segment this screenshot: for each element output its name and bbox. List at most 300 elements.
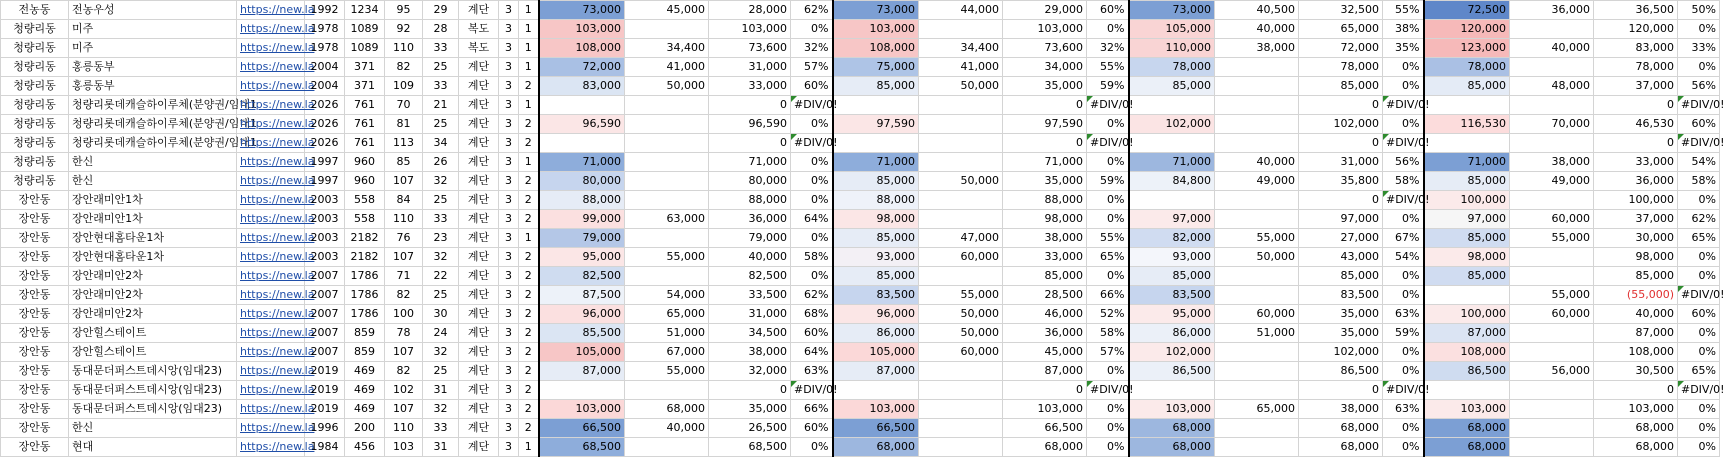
period4-gap-cell[interactable]: 83,000 <box>1594 39 1678 58</box>
period4-deposit-cell[interactable] <box>1510 381 1594 400</box>
period3-price-cell[interactable]: 85,000 <box>1129 267 1215 286</box>
year-cell[interactable]: 2019 <box>305 381 345 400</box>
hall-type-cell[interactable]: 계단 <box>459 400 499 419</box>
period3-gap-cell[interactable]: 35,000 <box>1299 305 1383 324</box>
households-cell[interactable]: 1234 <box>345 1 385 20</box>
period4-gap-cell[interactable]: 100,000 <box>1594 191 1678 210</box>
period3-deposit-cell[interactable]: 49,000 <box>1215 172 1299 191</box>
link-cell[interactable]: https://new.la <box>237 134 305 153</box>
period2-deposit-cell[interactable] <box>919 191 1003 210</box>
period4-price-cell[interactable] <box>1424 286 1510 305</box>
dong-cell[interactable]: 장안동 <box>1 305 69 324</box>
period3-price-cell[interactable]: 68,000 <box>1129 438 1215 457</box>
period3-ratio-cell[interactable]: #DIV/0! <box>1383 134 1424 153</box>
period3-price-cell[interactable]: 97,000 <box>1129 210 1215 229</box>
period4-price-cell[interactable]: 116,530 <box>1424 115 1510 134</box>
period4-ratio-cell[interactable]: 54% <box>1678 153 1720 172</box>
count-a-cell[interactable]: 3 <box>499 134 519 153</box>
complex-name-cell[interactable]: 청량리롯데캐슬하이루체(분양권/임대1 <box>69 96 237 115</box>
year-cell[interactable]: 2019 <box>305 362 345 381</box>
period3-deposit-cell[interactable]: 55,000 <box>1215 229 1299 248</box>
period1-gap-cell[interactable]: 32,000 <box>709 362 791 381</box>
count-b-cell[interactable]: 1 <box>519 58 539 77</box>
period4-deposit-cell[interactable] <box>1510 248 1594 267</box>
period3-price-cell[interactable]: 103,000 <box>1129 400 1215 419</box>
period1-ratio-cell[interactable]: 60% <box>791 324 833 343</box>
period1-gap-cell[interactable]: 33,000 <box>709 77 791 96</box>
period4-ratio-cell[interactable]: 50% <box>1678 1 1720 20</box>
period4-ratio-cell[interactable]: 33% <box>1678 39 1720 58</box>
pyeong-cell[interactable]: 23 <box>423 229 459 248</box>
period3-gap-cell[interactable]: 38,000 <box>1299 400 1383 419</box>
period3-price-cell[interactable] <box>1129 191 1215 210</box>
area-cell[interactable]: 78 <box>385 324 423 343</box>
period3-price-cell[interactable]: 83,500 <box>1129 286 1215 305</box>
hall-type-cell[interactable]: 계단 <box>459 58 499 77</box>
period4-gap-cell[interactable]: (55,000) <box>1594 286 1678 305</box>
period3-gap-cell[interactable]: 65,000 <box>1299 20 1383 39</box>
period2-deposit-cell[interactable]: 34,400 <box>919 39 1003 58</box>
link-cell[interactable]: https://new.la <box>237 419 305 438</box>
hall-type-cell[interactable]: 계단 <box>459 324 499 343</box>
complex-name-cell[interactable]: 한신 <box>69 153 237 172</box>
period1-price-cell[interactable]: 80,000 <box>539 172 625 191</box>
area-cell[interactable]: 107 <box>385 400 423 419</box>
hall-type-cell[interactable]: 계단 <box>459 229 499 248</box>
link-cell[interactable]: https://new.la <box>237 77 305 96</box>
period4-ratio-cell[interactable]: 0% <box>1678 324 1720 343</box>
period3-ratio-cell[interactable]: 0% <box>1383 77 1424 96</box>
period1-gap-cell[interactable]: 36,000 <box>709 210 791 229</box>
period4-gap-cell[interactable]: 0 <box>1594 381 1678 400</box>
dong-cell[interactable]: 장안동 <box>1 229 69 248</box>
link-cell[interactable]: https://new.la <box>237 115 305 134</box>
period2-deposit-cell[interactable]: 50,000 <box>919 324 1003 343</box>
period1-ratio-cell[interactable]: 62% <box>791 1 833 20</box>
period3-ratio-cell[interactable]: 67% <box>1383 229 1424 248</box>
hall-type-cell[interactable]: 계단 <box>459 381 499 400</box>
period4-gap-cell[interactable]: 30,000 <box>1594 229 1678 248</box>
period2-price-cell[interactable]: 83,500 <box>833 286 919 305</box>
complex-name-cell[interactable]: 장안래미안2차 <box>69 267 237 286</box>
count-a-cell[interactable]: 3 <box>499 39 519 58</box>
period3-price-cell[interactable]: 85,000 <box>1129 77 1215 96</box>
period1-deposit-cell[interactable] <box>625 134 709 153</box>
households-cell[interactable]: 558 <box>345 210 385 229</box>
period3-deposit-cell[interactable]: 60,000 <box>1215 305 1299 324</box>
dong-cell[interactable]: 청량리동 <box>1 172 69 191</box>
year-cell[interactable]: 1992 <box>305 1 345 20</box>
period3-price-cell[interactable]: 82,000 <box>1129 229 1215 248</box>
period4-price-cell[interactable]: 97,000 <box>1424 210 1510 229</box>
link-cell[interactable]: https://new.la <box>237 286 305 305</box>
count-a-cell[interactable]: 3 <box>499 153 519 172</box>
period2-ratio-cell[interactable]: 0% <box>1087 400 1129 419</box>
period3-gap-cell[interactable]: 31,000 <box>1299 153 1383 172</box>
period2-ratio-cell[interactable]: 52% <box>1087 305 1129 324</box>
period1-gap-cell[interactable]: 34,500 <box>709 324 791 343</box>
period3-gap-cell[interactable]: 68,000 <box>1299 419 1383 438</box>
count-a-cell[interactable]: 3 <box>499 438 519 457</box>
period1-deposit-cell[interactable]: 55,000 <box>625 362 709 381</box>
area-cell[interactable]: 84 <box>385 191 423 210</box>
area-cell[interactable]: 82 <box>385 58 423 77</box>
period2-ratio-cell[interactable]: 59% <box>1087 77 1129 96</box>
dong-cell[interactable]: 장안동 <box>1 343 69 362</box>
period4-ratio-cell[interactable]: 56% <box>1678 77 1720 96</box>
period3-ratio-cell[interactable]: 0% <box>1383 438 1424 457</box>
period3-deposit-cell[interactable]: 38,000 <box>1215 39 1299 58</box>
period2-gap-cell[interactable]: 71,000 <box>1003 153 1087 172</box>
period3-ratio-cell[interactable]: #DIV/0! <box>1383 96 1424 115</box>
hall-type-cell[interactable]: 계단 <box>459 267 499 286</box>
period3-deposit-cell[interactable]: 65,000 <box>1215 400 1299 419</box>
period4-price-cell[interactable]: 87,000 <box>1424 324 1510 343</box>
period1-gap-cell[interactable]: 31,000 <box>709 58 791 77</box>
period4-ratio-cell[interactable]: #DIV/0! <box>1678 134 1720 153</box>
period2-price-cell[interactable]: 96,000 <box>833 305 919 324</box>
period3-gap-cell[interactable]: 35,800 <box>1299 172 1383 191</box>
period2-gap-cell[interactable]: 0 <box>1003 96 1087 115</box>
period1-gap-cell[interactable]: 0 <box>709 134 791 153</box>
period2-ratio-cell[interactable]: 65% <box>1087 248 1129 267</box>
period2-deposit-cell[interactable]: 41,000 <box>919 58 1003 77</box>
period3-deposit-cell[interactable] <box>1215 96 1299 115</box>
count-b-cell[interactable]: 2 <box>519 343 539 362</box>
period1-gap-cell[interactable]: 0 <box>709 381 791 400</box>
count-b-cell[interactable]: 2 <box>519 248 539 267</box>
period4-deposit-cell[interactable] <box>1510 191 1594 210</box>
count-b-cell[interactable]: 1 <box>519 96 539 115</box>
period4-deposit-cell[interactable]: 48,000 <box>1510 77 1594 96</box>
period3-ratio-cell[interactable]: 0% <box>1383 210 1424 229</box>
period3-price-cell[interactable] <box>1129 134 1215 153</box>
period1-deposit-cell[interactable]: 41,000 <box>625 58 709 77</box>
period2-deposit-cell[interactable]: 44,000 <box>919 1 1003 20</box>
hall-type-cell[interactable]: 계단 <box>459 172 499 191</box>
period3-gap-cell[interactable]: 27,000 <box>1299 229 1383 248</box>
period4-ratio-cell[interactable]: #DIV/0! <box>1678 381 1720 400</box>
period2-gap-cell[interactable]: 33,000 <box>1003 248 1087 267</box>
period3-gap-cell[interactable]: 102,000 <box>1299 115 1383 134</box>
period2-ratio-cell[interactable]: 0% <box>1087 191 1129 210</box>
households-cell[interactable]: 761 <box>345 115 385 134</box>
complex-name-cell[interactable]: 홍릉동부 <box>69 58 237 77</box>
area-cell[interactable]: 71 <box>385 267 423 286</box>
households-cell[interactable]: 469 <box>345 362 385 381</box>
count-b-cell[interactable]: 2 <box>519 362 539 381</box>
complex-name-cell[interactable]: 청량리롯데캐슬하이루체(분양권/임대1 <box>69 134 237 153</box>
period4-price-cell[interactable]: 120,000 <box>1424 20 1510 39</box>
period4-price-cell[interactable]: 85,000 <box>1424 77 1510 96</box>
period1-price-cell[interactable]: 85,500 <box>539 324 625 343</box>
period1-ratio-cell[interactable]: 57% <box>791 58 833 77</box>
period2-price-cell[interactable]: 88,000 <box>833 191 919 210</box>
period4-deposit-cell[interactable]: 56,000 <box>1510 362 1594 381</box>
period2-gap-cell[interactable]: 45,000 <box>1003 343 1087 362</box>
period2-deposit-cell[interactable] <box>919 400 1003 419</box>
period3-gap-cell[interactable]: 35,000 <box>1299 324 1383 343</box>
period4-price-cell[interactable]: 86,500 <box>1424 362 1510 381</box>
pyeong-cell[interactable]: 32 <box>423 248 459 267</box>
period3-price-cell[interactable]: 71,000 <box>1129 153 1215 172</box>
period1-deposit-cell[interactable]: 45,000 <box>625 1 709 20</box>
period4-ratio-cell[interactable]: 0% <box>1678 20 1720 39</box>
count-b-cell[interactable]: 2 <box>519 305 539 324</box>
period1-ratio-cell[interactable]: 66% <box>791 400 833 419</box>
period3-ratio-cell[interactable]: 58% <box>1383 172 1424 191</box>
period3-ratio-cell[interactable]: 56% <box>1383 153 1424 172</box>
period4-deposit-cell[interactable]: 36,000 <box>1510 1 1594 20</box>
period4-ratio-cell[interactable]: 62% <box>1678 210 1720 229</box>
period4-ratio-cell[interactable]: 60% <box>1678 115 1720 134</box>
period3-deposit-cell[interactable] <box>1215 77 1299 96</box>
pyeong-cell[interactable]: 26 <box>423 153 459 172</box>
period1-deposit-cell[interactable] <box>625 96 709 115</box>
period4-ratio-cell[interactable]: 0% <box>1678 419 1720 438</box>
pyeong-cell[interactable]: 22 <box>423 267 459 286</box>
dong-cell[interactable]: 청량리동 <box>1 134 69 153</box>
year-cell[interactable]: 2007 <box>305 324 345 343</box>
period2-gap-cell[interactable]: 66,500 <box>1003 419 1087 438</box>
period1-gap-cell[interactable]: 31,000 <box>709 305 791 324</box>
period4-deposit-cell[interactable]: 55,000 <box>1510 229 1594 248</box>
period1-ratio-cell[interactable]: 64% <box>791 210 833 229</box>
period3-deposit-cell[interactable] <box>1215 134 1299 153</box>
year-cell[interactable]: 2026 <box>305 115 345 134</box>
period3-ratio-cell[interactable]: 35% <box>1383 39 1424 58</box>
period1-gap-cell[interactable]: 82,500 <box>709 267 791 286</box>
period2-gap-cell[interactable]: 46,000 <box>1003 305 1087 324</box>
complex-name-cell[interactable]: 현대 <box>69 438 237 457</box>
period3-deposit-cell[interactable] <box>1215 362 1299 381</box>
year-cell[interactable]: 2004 <box>305 77 345 96</box>
hall-type-cell[interactable]: 계단 <box>459 438 499 457</box>
count-b-cell[interactable]: 2 <box>519 381 539 400</box>
count-b-cell[interactable]: 2 <box>519 324 539 343</box>
period4-price-cell[interactable]: 123,000 <box>1424 39 1510 58</box>
period1-deposit-cell[interactable]: 68,000 <box>625 400 709 419</box>
count-a-cell[interactable]: 3 <box>499 381 519 400</box>
pyeong-cell[interactable]: 32 <box>423 172 459 191</box>
area-cell[interactable]: 76 <box>385 229 423 248</box>
period2-ratio-cell[interactable]: #DIV/0! <box>1087 134 1129 153</box>
complex-name-cell[interactable]: 한신 <box>69 419 237 438</box>
period2-deposit-cell[interactable]: 50,000 <box>919 172 1003 191</box>
link-cell[interactable]: https://new.la <box>237 20 305 39</box>
period2-price-cell[interactable] <box>833 381 919 400</box>
pyeong-cell[interactable]: 31 <box>423 381 459 400</box>
dong-cell[interactable]: 장안동 <box>1 210 69 229</box>
households-cell[interactable]: 761 <box>345 96 385 115</box>
period2-gap-cell[interactable]: 0 <box>1003 134 1087 153</box>
period1-gap-cell[interactable]: 0 <box>709 96 791 115</box>
year-cell[interactable]: 1996 <box>305 419 345 438</box>
period3-ratio-cell[interactable]: 38% <box>1383 20 1424 39</box>
year-cell[interactable]: 2003 <box>305 191 345 210</box>
period4-deposit-cell[interactable]: 60,000 <box>1510 305 1594 324</box>
period1-deposit-cell[interactable]: 34,400 <box>625 39 709 58</box>
period4-deposit-cell[interactable]: 40,000 <box>1510 39 1594 58</box>
count-a-cell[interactable]: 3 <box>499 362 519 381</box>
hall-type-cell[interactable]: 계단 <box>459 77 499 96</box>
period3-deposit-cell[interactable]: 51,000 <box>1215 324 1299 343</box>
period1-ratio-cell[interactable]: 0% <box>791 229 833 248</box>
period3-gap-cell[interactable]: 0 <box>1299 381 1383 400</box>
period1-price-cell[interactable]: 82,500 <box>539 267 625 286</box>
year-cell[interactable]: 2007 <box>305 286 345 305</box>
period4-gap-cell[interactable]: 78,000 <box>1594 58 1678 77</box>
period3-deposit-cell[interactable] <box>1215 115 1299 134</box>
period2-gap-cell[interactable]: 85,000 <box>1003 267 1087 286</box>
period4-gap-cell[interactable]: 40,000 <box>1594 305 1678 324</box>
period2-price-cell[interactable] <box>833 134 919 153</box>
households-cell[interactable]: 469 <box>345 400 385 419</box>
households-cell[interactable]: 960 <box>345 153 385 172</box>
dong-cell[interactable]: 장안동 <box>1 191 69 210</box>
period3-price-cell[interactable]: 68,000 <box>1129 419 1215 438</box>
period3-gap-cell[interactable]: 72,000 <box>1299 39 1383 58</box>
period2-price-cell[interactable]: 105,000 <box>833 343 919 362</box>
period4-gap-cell[interactable]: 98,000 <box>1594 248 1678 267</box>
area-cell[interactable]: 81 <box>385 115 423 134</box>
period2-deposit-cell[interactable]: 55,000 <box>919 286 1003 305</box>
hall-type-cell[interactable]: 계단 <box>459 96 499 115</box>
period4-price-cell[interactable]: 72,500 <box>1424 1 1510 20</box>
period1-gap-cell[interactable]: 35,000 <box>709 400 791 419</box>
count-b-cell[interactable]: 2 <box>519 419 539 438</box>
year-cell[interactable]: 2019 <box>305 400 345 419</box>
period2-deposit-cell[interactable] <box>919 362 1003 381</box>
dong-cell[interactable]: 장안동 <box>1 248 69 267</box>
period3-price-cell[interactable]: 105,000 <box>1129 20 1215 39</box>
period4-price-cell[interactable]: 85,000 <box>1424 172 1510 191</box>
hall-type-cell[interactable]: 계단 <box>459 286 499 305</box>
period3-price-cell[interactable]: 95,000 <box>1129 305 1215 324</box>
count-b-cell[interactable]: 2 <box>519 115 539 134</box>
period4-ratio-cell[interactable]: 60% <box>1678 305 1720 324</box>
pyeong-cell[interactable]: 30 <box>423 305 459 324</box>
period1-gap-cell[interactable]: 38,000 <box>709 343 791 362</box>
count-b-cell[interactable]: 2 <box>519 172 539 191</box>
area-cell[interactable]: 110 <box>385 419 423 438</box>
period4-price-cell[interactable]: 108,000 <box>1424 343 1510 362</box>
count-a-cell[interactable]: 3 <box>499 1 519 20</box>
pyeong-cell[interactable]: 25 <box>423 191 459 210</box>
period4-ratio-cell[interactable]: 0% <box>1678 400 1720 419</box>
households-cell[interactable]: 456 <box>345 438 385 457</box>
period4-price-cell[interactable] <box>1424 96 1510 115</box>
period2-ratio-cell[interactable]: 0% <box>1087 210 1129 229</box>
period1-deposit-cell[interactable]: 50,000 <box>625 77 709 96</box>
period4-gap-cell[interactable]: 68,000 <box>1594 438 1678 457</box>
complex-name-cell[interactable]: 장안래미안1차 <box>69 191 237 210</box>
year-cell[interactable]: 1997 <box>305 172 345 191</box>
area-cell[interactable]: 100 <box>385 305 423 324</box>
dong-cell[interactable]: 청량리동 <box>1 58 69 77</box>
count-b-cell[interactable]: 1 <box>519 438 539 457</box>
count-a-cell[interactable]: 3 <box>499 96 519 115</box>
period1-deposit-cell[interactable] <box>625 20 709 39</box>
period1-deposit-cell[interactable]: 55,000 <box>625 248 709 267</box>
period1-gap-cell[interactable]: 96,590 <box>709 115 791 134</box>
period1-ratio-cell[interactable]: 0% <box>791 438 833 457</box>
count-b-cell[interactable]: 2 <box>519 267 539 286</box>
area-cell[interactable]: 107 <box>385 248 423 267</box>
link-cell[interactable]: https://new.la <box>237 1 305 20</box>
period2-price-cell[interactable] <box>833 96 919 115</box>
complex-name-cell[interactable]: 한신 <box>69 172 237 191</box>
complex-name-cell[interactable]: 청량리롯데캐슬하이루체(분양권/임대1 <box>69 115 237 134</box>
households-cell[interactable]: 1786 <box>345 286 385 305</box>
households-cell[interactable]: 859 <box>345 324 385 343</box>
hall-type-cell[interactable]: 계단 <box>459 153 499 172</box>
period1-deposit-cell[interactable] <box>625 267 709 286</box>
period2-ratio-cell[interactable]: 0% <box>1087 115 1129 134</box>
year-cell[interactable]: 2007 <box>305 343 345 362</box>
period2-gap-cell[interactable]: 35,000 <box>1003 172 1087 191</box>
period3-deposit-cell[interactable] <box>1215 210 1299 229</box>
period1-gap-cell[interactable]: 33,500 <box>709 286 791 305</box>
period1-ratio-cell[interactable]: 68% <box>791 305 833 324</box>
period1-price-cell[interactable] <box>539 134 625 153</box>
pyeong-cell[interactable]: 25 <box>423 58 459 77</box>
period4-ratio-cell[interactable]: 0% <box>1678 343 1720 362</box>
period2-gap-cell[interactable]: 97,590 <box>1003 115 1087 134</box>
period1-ratio-cell[interactable]: 0% <box>791 153 833 172</box>
count-a-cell[interactable]: 3 <box>499 248 519 267</box>
period4-deposit-cell[interactable] <box>1510 324 1594 343</box>
complex-name-cell[interactable]: 장안힐스테이트 <box>69 343 237 362</box>
period2-deposit-cell[interactable] <box>919 20 1003 39</box>
count-a-cell[interactable]: 3 <box>499 229 519 248</box>
households-cell[interactable]: 371 <box>345 77 385 96</box>
count-b-cell[interactable]: 1 <box>519 20 539 39</box>
period3-ratio-cell[interactable]: #DIV/0! <box>1383 191 1424 210</box>
area-cell[interactable]: 110 <box>385 39 423 58</box>
period2-ratio-cell[interactable]: 0% <box>1087 20 1129 39</box>
period3-deposit-cell[interactable] <box>1215 343 1299 362</box>
complex-name-cell[interactable]: 장안래미안2차 <box>69 305 237 324</box>
count-a-cell[interactable]: 3 <box>499 77 519 96</box>
count-b-cell[interactable]: 2 <box>519 400 539 419</box>
year-cell[interactable]: 2003 <box>305 248 345 267</box>
link-cell[interactable]: https://new.la <box>237 400 305 419</box>
period2-deposit-cell[interactable] <box>919 381 1003 400</box>
hall-type-cell[interactable]: 계단 <box>459 343 499 362</box>
period4-ratio-cell[interactable]: 0% <box>1678 58 1720 77</box>
period1-ratio-cell[interactable]: 0% <box>791 172 833 191</box>
households-cell[interactable]: 1089 <box>345 20 385 39</box>
period3-ratio-cell[interactable]: 63% <box>1383 400 1424 419</box>
period4-price-cell[interactable]: 103,000 <box>1424 400 1510 419</box>
period4-deposit-cell[interactable] <box>1510 20 1594 39</box>
period4-price-cell[interactable]: 78,000 <box>1424 58 1510 77</box>
period2-gap-cell[interactable]: 103,000 <box>1003 20 1087 39</box>
period1-price-cell[interactable]: 87,500 <box>539 286 625 305</box>
period2-ratio-cell[interactable]: 0% <box>1087 419 1129 438</box>
period4-gap-cell[interactable]: 37,000 <box>1594 210 1678 229</box>
count-a-cell[interactable]: 3 <box>499 343 519 362</box>
period3-price-cell[interactable]: 84,800 <box>1129 172 1215 191</box>
period3-gap-cell[interactable]: 0 <box>1299 134 1383 153</box>
period4-gap-cell[interactable]: 68,000 <box>1594 419 1678 438</box>
period2-gap-cell[interactable]: 103,000 <box>1003 400 1087 419</box>
pyeong-cell[interactable]: 32 <box>423 400 459 419</box>
period1-gap-cell[interactable]: 79,000 <box>709 229 791 248</box>
period4-price-cell[interactable]: 68,000 <box>1424 419 1510 438</box>
period3-deposit-cell[interactable] <box>1215 58 1299 77</box>
